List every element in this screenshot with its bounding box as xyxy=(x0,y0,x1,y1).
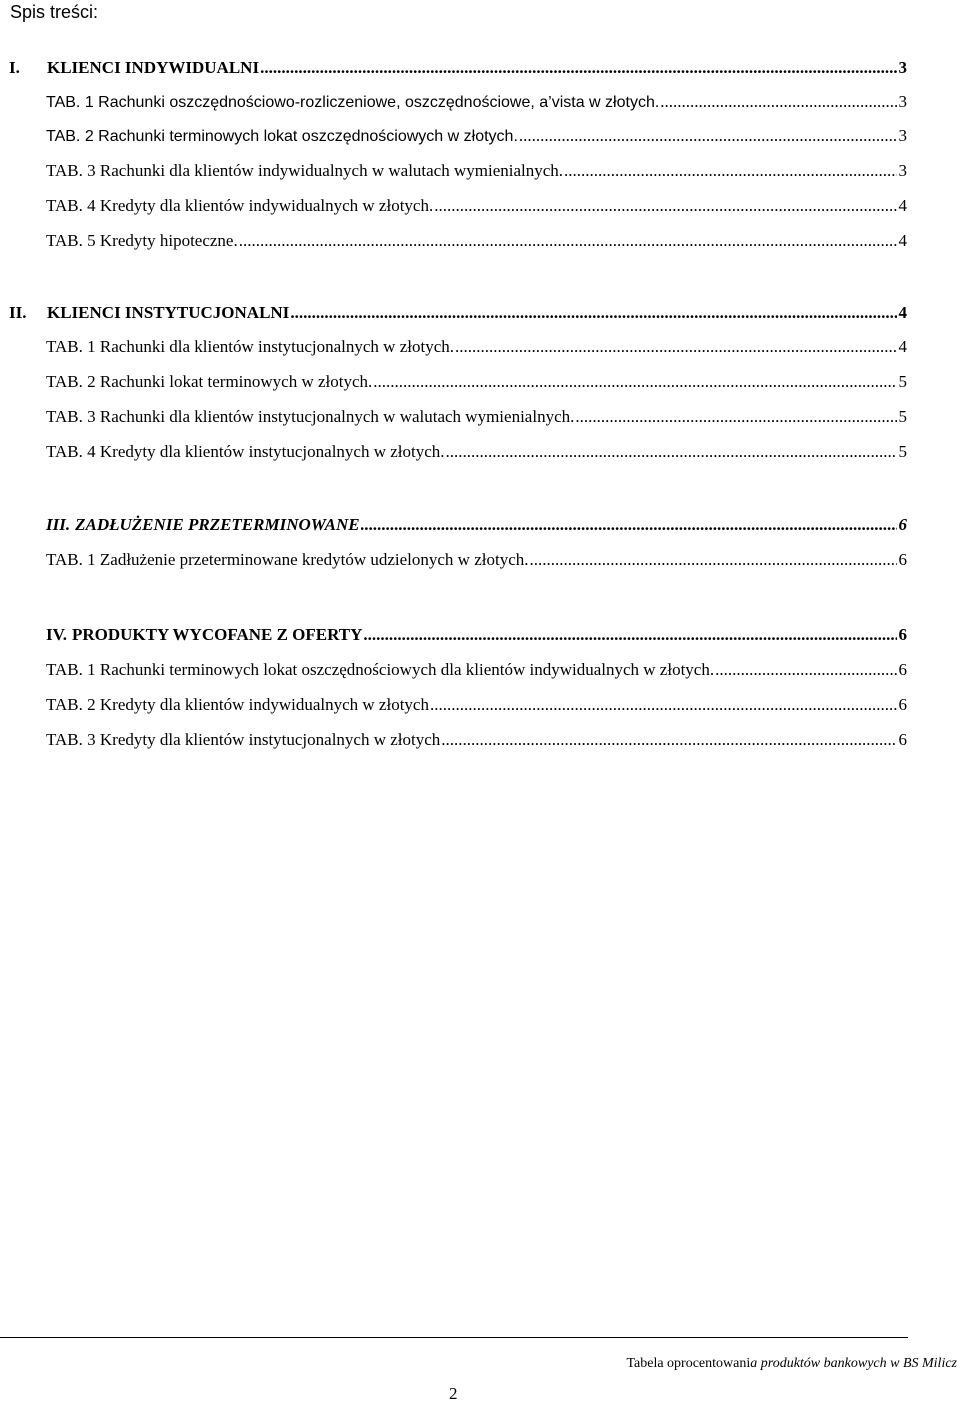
footer-text-part1: Tabela oprocentowani xyxy=(626,1356,751,1371)
dot-leader xyxy=(239,229,897,253)
page-ref: 5 xyxy=(898,442,907,461)
entry-label: TAB. 1 Rachunki oszczędnościowo-rozliczeniowe, oszczędnościowe, a’vista w złotych. xyxy=(46,94,660,111)
entry-label: TAB. 4 Kredyty dla klientów instytucjonalnych w złotych. xyxy=(46,442,445,461)
page-title: Spis treści: xyxy=(10,2,99,22)
toc-entry[interactable] xyxy=(46,229,907,253)
page-ref: 4 xyxy=(898,231,907,250)
page-ref: 4 xyxy=(898,303,907,322)
dot-leader xyxy=(361,513,897,537)
page-ref: 3 xyxy=(898,126,907,145)
dot-leader xyxy=(455,335,897,359)
section-title: ZADŁUŻENIE PRZETERMINOWANE xyxy=(75,515,360,534)
dot-leader xyxy=(373,370,896,394)
dot-leader xyxy=(290,301,896,325)
entry-label: TAB. 2 Rachunki lokat terminowych w złotych. xyxy=(46,372,373,391)
dot-leader xyxy=(575,405,896,429)
page-ref: 6 xyxy=(898,660,907,679)
dot-leader xyxy=(660,90,896,114)
page-ref: 4 xyxy=(898,196,907,215)
page-ref: 6 xyxy=(898,730,907,749)
section-title: KLIENCI INSTYTUCJONALNI xyxy=(47,303,290,322)
toc-entry[interactable] xyxy=(46,370,907,394)
toc-section-2[interactable] xyxy=(9,301,907,325)
toc-section-4[interactable] xyxy=(46,623,907,647)
dot-leader xyxy=(434,194,896,218)
section-title: PRODUKTY WYCOFANE Z OFERTY xyxy=(71,625,363,644)
page-ref: 6 xyxy=(898,625,907,644)
toc-entry[interactable] xyxy=(46,658,907,682)
page-ref: 4 xyxy=(898,337,907,356)
entry-label: TAB. 4 Kredyty dla klientów indywidualnych w złotych. xyxy=(46,196,434,215)
dot-leader xyxy=(260,56,896,80)
entry-label: TAB. 1 Rachunki terminowych lokat oszczędnościowych dla klientów indywidualnych w złotych. xyxy=(46,660,715,679)
section-number: IV. xyxy=(46,625,67,644)
page-ref: 6 xyxy=(898,550,907,569)
toc-entry[interactable] xyxy=(46,159,907,183)
page-ref: 6 xyxy=(898,695,907,714)
section-number: II. xyxy=(9,303,27,322)
dot-leader xyxy=(564,159,896,183)
toc-entry[interactable] xyxy=(46,124,907,148)
dot-leader xyxy=(446,440,897,464)
page-ref: 5 xyxy=(898,372,907,391)
dot-leader xyxy=(715,658,896,682)
section-number: III. xyxy=(46,515,71,534)
entry-label: TAB. 1 Rachunki dla klientów instytucjonalnych w złotych. xyxy=(46,337,454,356)
dot-leader xyxy=(430,693,897,717)
toc-entry[interactable] xyxy=(46,90,907,114)
toc-entry[interactable] xyxy=(46,693,907,717)
toc-entry[interactable] xyxy=(46,728,907,752)
page-number: 2 xyxy=(449,1384,458,1403)
dot-leader xyxy=(363,623,896,647)
toc-entry[interactable] xyxy=(46,440,907,464)
page-ref: 3 xyxy=(898,161,907,180)
entry-label: TAB. 2 Kredyty dla klientów indywidualnych w złotych xyxy=(46,695,429,714)
entry-label: TAB. 2 Rachunki terminowych lokat oszczędnościowych w złotych. xyxy=(46,128,518,145)
entry-label: TAB. 3 Rachunki dla klientów instytucjonalnych w walutach wymienialnych. xyxy=(46,407,575,426)
page-ref: 3 xyxy=(898,92,907,111)
footer-text-part2: a produktów bankowych w BS Milicz xyxy=(750,1356,957,1371)
page-ref: 5 xyxy=(898,407,907,426)
page-ref: 6 xyxy=(898,515,907,534)
page-ref: 3 xyxy=(898,58,907,77)
toc-section-3[interactable] xyxy=(46,513,907,537)
toc-entry[interactable] xyxy=(46,405,907,429)
footer-text xyxy=(626,1356,957,1372)
dot-leader xyxy=(441,728,896,752)
section-title: KLIENCI INDYWIDUALNI xyxy=(47,58,260,77)
entry-label: TAB. 3 Kredyty dla klientów instytucjonalnych w złotych xyxy=(46,730,441,749)
toc-entry[interactable] xyxy=(46,194,907,218)
entry-label: TAB. 1 Zadłużenie przeterminowane kredytów udzielonych w złotych. xyxy=(46,550,529,569)
entry-label: TAB. 3 Rachunki dla klientów indywidualnych w walutach wymienialnych. xyxy=(46,161,564,180)
toc-entry[interactable] xyxy=(46,548,907,572)
dot-leader xyxy=(519,124,897,148)
toc-section-1[interactable] xyxy=(9,56,907,80)
dot-leader xyxy=(530,548,897,572)
footer-divider xyxy=(0,1337,908,1338)
section-number: I. xyxy=(9,58,20,77)
toc-entry[interactable] xyxy=(46,335,907,359)
entry-label: TAB. 5 Kredyty hipoteczne. xyxy=(46,231,238,250)
